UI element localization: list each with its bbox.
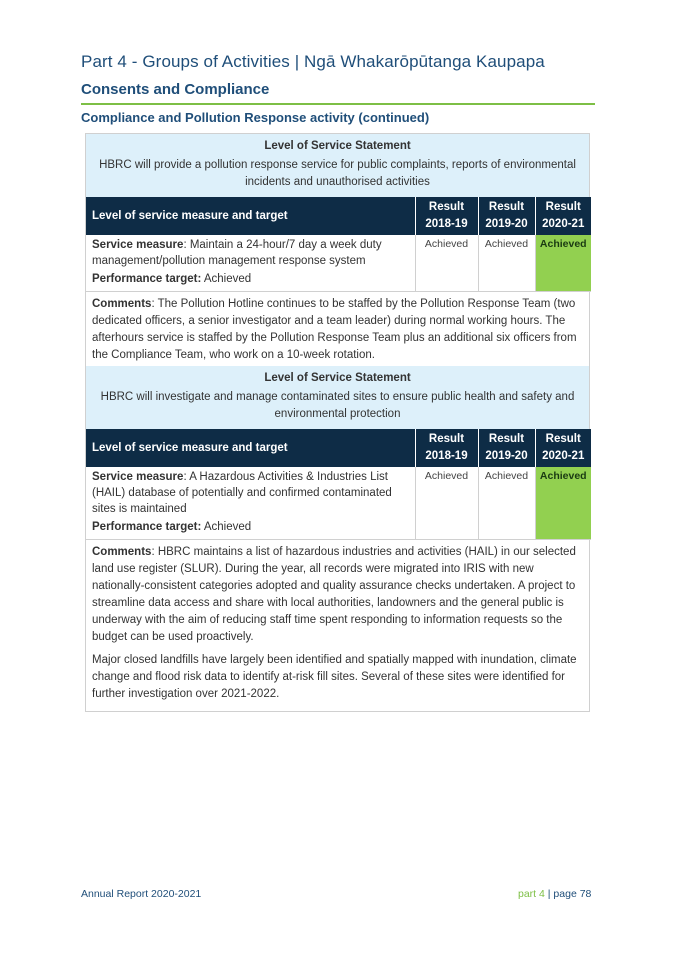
result-header-2018-19 [415, 197, 478, 235]
measure-table [86, 429, 591, 540]
result-2018-19: Achieved [415, 235, 478, 292]
measure-table [86, 197, 591, 292]
measure-header: Level of service measure and target [86, 429, 415, 467]
result-label: Result [488, 433, 525, 445]
level-of-service-statement [86, 366, 589, 429]
result-header-2019-20 [478, 429, 535, 467]
result-header-2020-21 [535, 429, 591, 467]
result-year: 2019-20 [485, 450, 528, 462]
result-2020-21: Achieved [535, 235, 591, 292]
comment-paragraph: Major closed landfills have largely been identified and spatially mapped with inundation, climate change and flood risk data to identify at-risk fill sites. Several of these sites were identified for further investigation over 2021-2022. [92, 654, 577, 700]
result-label: Result [488, 201, 525, 213]
activity-subtitle: Compliance and Pollution Response activity (continued) [81, 110, 430, 125]
result-label: Result [428, 433, 465, 445]
service-measure: Service measure: A Hazardous Activities & Industries List (HAIL) database of potentially and confirmed contaminated sites is maintained [92, 471, 392, 515]
result-2019-20: Achieved [478, 235, 535, 292]
performance-target: Performance target: Achieved [92, 273, 252, 285]
footer-page-number: page 78 [553, 888, 592, 900]
los-heading: Level of Service Statement [264, 140, 411, 152]
comment-paragraph: Comments: The Pollution Hotline continues to be staffed by the Pollution Response Team (two dedicated officers, a senior investigator and a team leader) during normal working hours. The afterhours service is staffed by the Pollution Response Team plus an additional six officers from the Compliance Team, who work on a 10-week rotation. [92, 298, 577, 361]
measure-cell [86, 467, 415, 540]
performance-target: Performance target: Achieved [92, 521, 252, 533]
result-header-2020-21 [535, 197, 591, 235]
section-title: Consents and Compliance [81, 81, 270, 98]
result-header-2019-20 [478, 197, 535, 235]
footer-separator: | [544, 888, 554, 900]
result-label: Result [428, 201, 465, 213]
measure-header: Level of service measure and target [86, 197, 415, 235]
result-2020-21: Achieved [535, 467, 591, 540]
result-label: Result [545, 433, 581, 445]
los-text: HBRC will investigate and manage contaminated sites to ensure public health and safety and environmental protection [100, 391, 575, 420]
result-year: 2018-19 [425, 218, 468, 230]
result-year: 2020-21 [542, 450, 585, 462]
comments [86, 540, 589, 711]
section-divider [81, 103, 595, 105]
footer-part: part 4 [518, 888, 545, 900]
result-2018-19: Achieved [415, 467, 478, 540]
result-2019-20: Achieved [478, 467, 535, 540]
measure-cell [86, 235, 415, 292]
part-title: Part 4 - Groups of Activities | Ngā Whakarōpūtanga Kaupapa [81, 52, 545, 71]
comment-paragraph: Comments: HBRC maintains a list of hazardous industries and activities (HAIL) in our selected land use register (SLUR). During the year, all records were migrated into IRIS with new nationally-consistent categories adopted and quality assurance checks undertaken. A project to streamline data access and share with local authorities, landowners and the general public is underway with the aim of reducing staff time spent responding to information requests so the budget can be used proactively. [92, 546, 576, 643]
los-text: HBRC will provide a pollution response service for public complaints, reports of environmental incidents and unauthorised activities [99, 159, 576, 188]
result-year: 2019-20 [485, 218, 528, 230]
service-block-pollution [85, 133, 590, 373]
result-header-2018-19 [415, 429, 478, 467]
footer-page-info [518, 888, 591, 900]
footer-report-title: Annual Report 2020-2021 [81, 888, 202, 900]
result-year: 2018-19 [425, 450, 468, 462]
service-block-contaminated-sites [85, 366, 590, 712]
result-label: Result [545, 201, 581, 213]
result-year: 2020-21 [542, 218, 585, 230]
service-measure: Service measure: Maintain a 24-hour/7 day a week duty management/pollution management response system [92, 239, 382, 267]
level-of-service-statement [86, 134, 589, 197]
comments [86, 292, 589, 372]
los-heading: Level of Service Statement [264, 372, 411, 384]
